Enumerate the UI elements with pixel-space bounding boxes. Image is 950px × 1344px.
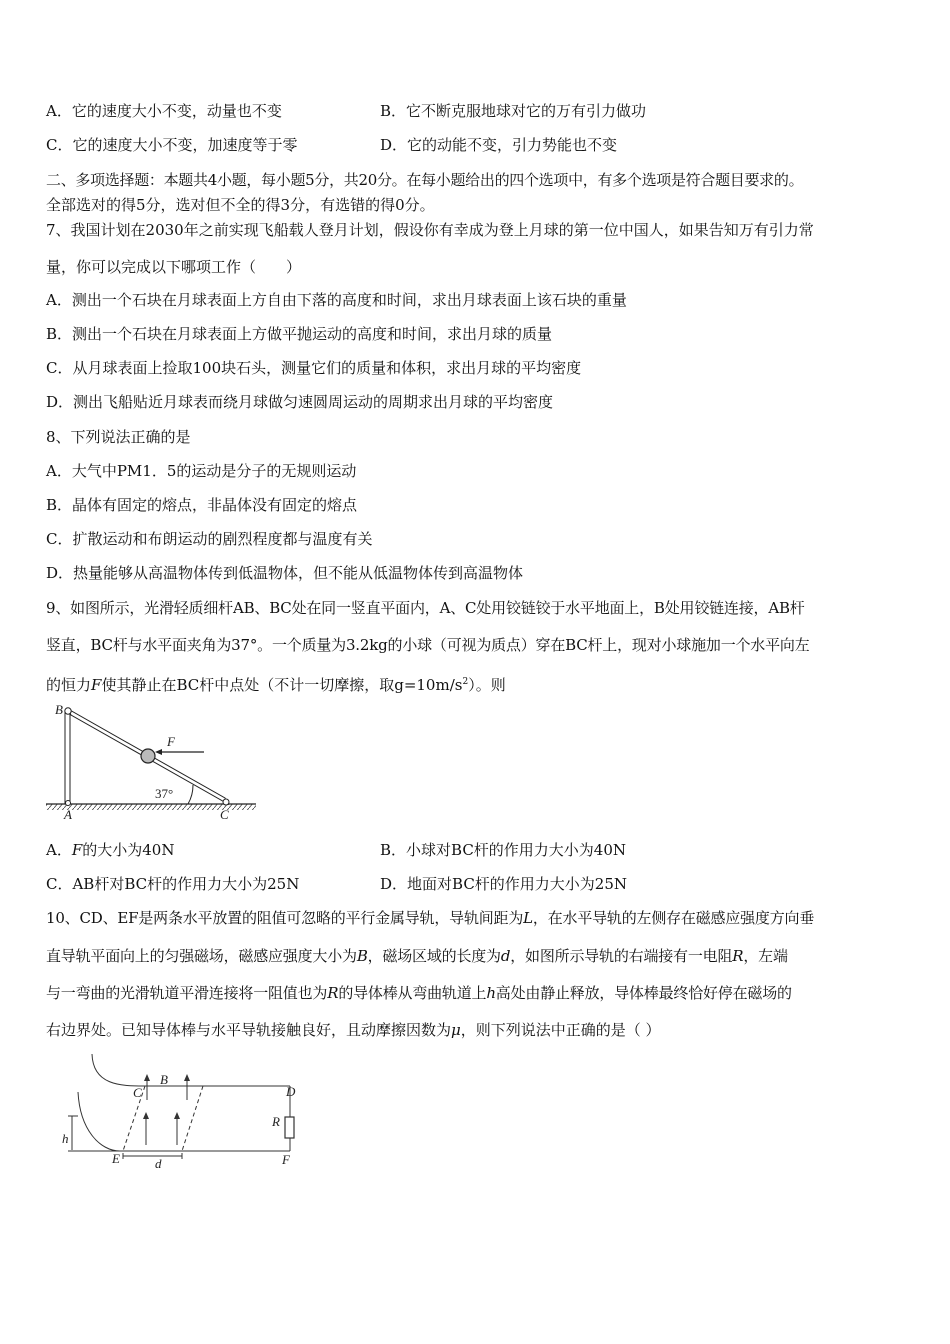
label-f: F xyxy=(167,734,175,749)
label-d2: d xyxy=(155,1156,162,1171)
q9-stem-line1: 9、如图所示，光滑轻质细杆AB、BC处在同一竖直平面内，A、C处用铰链铰于水平地面上，B处用铰链连接，AB杆 xyxy=(46,599,805,617)
curved-track-top xyxy=(92,1054,144,1086)
label-e: E xyxy=(112,1151,120,1166)
label-a: A xyxy=(64,807,72,822)
q10-stem2-text-a: 直导轨平面向上的匀强磁场，磁感应强度大小为 xyxy=(46,947,357,965)
q8-option-d: D．热量能够从高温物体传到低温物体，但不能从低温物体传到高温物体 xyxy=(46,564,524,582)
q7-stem-line1: 7、我国计划在2030年之前实现飞船载人登月计划，假设你有幸成为登上月球的第一位中国人，如果告知万有引力常 xyxy=(46,221,814,239)
q6-option-c: C．它的速度大小不变，加速度等于零 xyxy=(46,136,298,154)
label-d: D xyxy=(286,1084,296,1099)
hinge-c xyxy=(223,799,229,805)
q10-stem2-text-b: ，磁场区域的长度为 xyxy=(367,947,501,965)
field-arrowhead-3 xyxy=(143,1112,149,1119)
q7-option-a: A．测出一个石块在月球表面上方自由下落的高度和时间，求出月球表面上该石块的重量 xyxy=(46,291,627,309)
q9-stem3-text-c: ）。则 xyxy=(468,676,506,694)
q9-stem-line3 xyxy=(46,672,506,695)
hinge-a xyxy=(66,801,71,806)
q10-stem-line4 xyxy=(46,1020,661,1040)
q10-figure xyxy=(60,1050,310,1175)
rod-ab xyxy=(65,712,70,804)
label-c: C xyxy=(133,1085,142,1100)
hinge-b xyxy=(65,708,71,714)
q9-option-b: B．小球对BC杆的作用力大小为40N xyxy=(380,841,627,859)
q10-stem2-symbol-d: d xyxy=(500,947,511,965)
q9-option-a-prefix: A． xyxy=(46,841,72,859)
q9-stem3-text-b: 使其静止在BC杆中点处（不计一切摩擦，取g=10m/s xyxy=(101,676,463,694)
q9-stem3-exponent: 2 xyxy=(462,677,469,687)
q9-option-d: D．地面对BC杆的作用力大小为25N xyxy=(380,875,628,893)
q10-stem3-text-c: 高处由静止释放，导体棒最终恰好停在磁场的 xyxy=(495,984,792,1002)
angle-arc xyxy=(188,785,193,804)
label-b: B xyxy=(160,1072,168,1087)
q8-option-b: B．晶体有固定的熔点，非晶体没有固定的熔点 xyxy=(46,496,358,514)
label-b: B xyxy=(55,702,63,717)
q8-option-a: A．大气中PM1．5的运动是分子的无规则运动 xyxy=(46,462,357,480)
q9-option-a xyxy=(46,840,174,860)
field-arrowhead-2 xyxy=(184,1074,190,1081)
q6-option-b: B．它不断克服地球对它的万有引力做功 xyxy=(380,102,647,120)
q7-option-d: D．测出飞船贴近月球表而绕月球做匀速圆周运动的周期求出月球的平均密度 xyxy=(46,393,554,411)
q9-stem3-force-symbol: F xyxy=(91,676,102,694)
q10-stem4-text-b: ，则下列说法中正确的是（ ） xyxy=(460,1021,661,1039)
q10-stem3-text-a: 与一弯曲的光滑轨道平滑连接将一阻值也为 xyxy=(46,984,328,1002)
resistor-r xyxy=(285,1117,294,1138)
section2-instructions-line2: 全部选对的得5分，选对但不全的得3分，有选错的得0分。 xyxy=(46,196,435,214)
q10-stem-line1 xyxy=(46,908,814,928)
q10-stem1-text-a: 10、CD、EF是两条水平放置的阻值可忽略的平行金属导轨，导轨间距为 xyxy=(46,909,524,927)
field-boundary-right xyxy=(182,1086,203,1151)
q7-option-b: B．测出一个石块在月球表面上方做平抛运动的高度和时间，求出月球的质量 xyxy=(46,325,553,343)
q10-stem2-text-c: ，如图所示导轨的右端接有一电阻 xyxy=(510,947,733,965)
ball xyxy=(141,749,155,763)
q6-option-a: A．它的速度大小不变，动量也不变 xyxy=(46,102,282,120)
label-f: F xyxy=(282,1152,290,1167)
q10-stem4-symbol-mu: μ xyxy=(451,1021,461,1039)
q10-stem-line3 xyxy=(46,983,792,1003)
q10-stem1-text-b: ，在水平导轨的左侧存在磁感应强度方向垂 xyxy=(532,909,815,927)
q10-stem4-text-a: 右边界处。已知导体棒与水平导轨接触良好，且动摩擦因数为 xyxy=(46,1021,452,1039)
q10-stem2-text-e: ，左端 xyxy=(743,947,788,965)
q10-stem1-symbol-l: L xyxy=(523,909,533,927)
curved-track-bottom xyxy=(78,1092,120,1151)
q10-stem3-symbol-h: h xyxy=(486,984,496,1002)
field-arrowhead-1 xyxy=(144,1074,150,1081)
q10-stem3-text-b: 的导体棒从弯曲轨道上 xyxy=(338,984,487,1002)
q7-option-c: C．从月球表面上捡取100块石头，测量它们的质量和体积，求出月球的平均密度 xyxy=(46,359,582,377)
q9-stem-line2: 竖直，BC杆与水平面夹角为37°。一个质量为3.2kg的小球（可视为质点）穿在BC杆上，现对小球施加一个水平向左 xyxy=(46,636,810,654)
q8-option-c: C．扩散运动和布朗运动的剧烈程度都与温度有关 xyxy=(46,530,373,548)
q7-stem-line2: 量，你可以完成以下哪项工作（ ） xyxy=(46,258,302,276)
q10-stem2-symbol-b: B xyxy=(356,947,368,965)
field-arrowhead-4 xyxy=(174,1112,180,1119)
q9-stem3-text-a: 的恒力 xyxy=(46,676,92,694)
q9-figure xyxy=(44,700,266,822)
q10-stem-line2 xyxy=(46,946,788,966)
q9-option-c: C．AB杆对BC杆的作用力大小为25N xyxy=(46,875,300,893)
label-c: C xyxy=(220,807,229,822)
q10-stem2-symbol-r: R xyxy=(732,947,744,965)
force-arrow-head xyxy=(155,749,162,755)
section2-instructions-line1: 二、多项选择题：本题共4小题，每小题5分，共20分。在每小题给出的四个选项中，有多个选项是符合题目要求的。 xyxy=(46,171,804,189)
label-h: h xyxy=(62,1131,69,1146)
q10-stem3-symbol-r: R xyxy=(327,984,339,1002)
label-r: R xyxy=(272,1114,280,1129)
q9-option-a-text: 的大小为40N xyxy=(82,841,175,859)
label-angle: 37° xyxy=(155,786,174,801)
q9-option-a-force-symbol: F xyxy=(71,841,83,859)
q6-option-d: D．它的动能不变，引力势能也不变 xyxy=(380,136,618,154)
q8-stem: 8、下列说法正确的是 xyxy=(46,428,191,446)
